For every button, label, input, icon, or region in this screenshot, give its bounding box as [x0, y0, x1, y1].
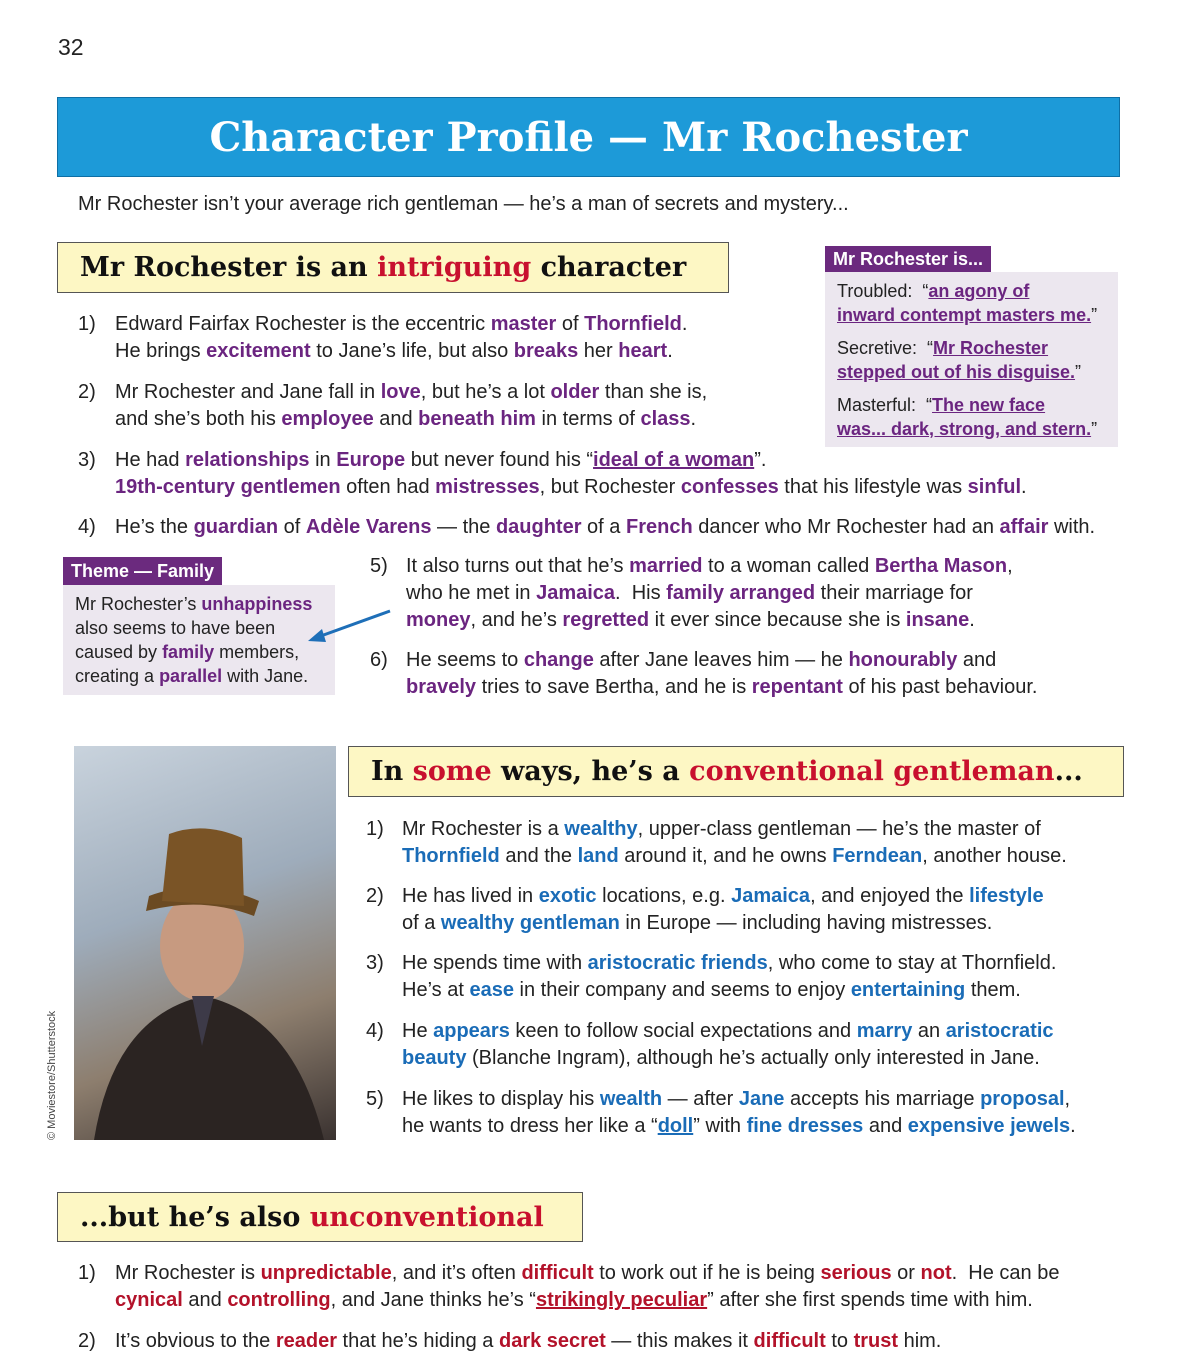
text-segment: , and enjoyed the: [810, 885, 970, 907]
emphasis-text: French: [625, 516, 693, 538]
text-segment: in Europe — including having mistresses.: [619, 912, 993, 934]
item-number: 1): [78, 313, 96, 335]
emphasis-text: reader: [275, 1330, 337, 1352]
text-segment: He spends time with: [402, 952, 588, 974]
text-segment: of his past behaviour.: [842, 676, 1038, 698]
item-number: 2): [78, 1330, 96, 1352]
text-segment: dancer who Mr Rochester had an: [692, 516, 1000, 538]
section-heading-intriguing: [57, 242, 729, 293]
text-segment: an: [912, 1020, 946, 1042]
item-text: [115, 1328, 941, 1355]
emphasis-text: breaks: [513, 340, 579, 362]
emphasis-text: dark secret: [498, 1330, 606, 1352]
text-segment: to: [825, 1330, 854, 1352]
arrow-icon: [300, 605, 395, 645]
text-segment: (Blanche Ingram), although he’s actually only interested in Jane.: [466, 1047, 1040, 1069]
emphasis-text: married: [629, 555, 703, 577]
text-segment: with Jane.: [222, 666, 309, 686]
text-segment: keen to follow social expectations and: [509, 1020, 857, 1042]
text-segment: — this makes it: [605, 1330, 754, 1352]
text-segment: her: [578, 340, 619, 362]
emphasis-text: cynical: [115, 1289, 183, 1311]
text-segment: — the: [431, 516, 496, 538]
emphasis-text: Jane: [738, 1088, 785, 1110]
emphasis-text: difficult: [521, 1262, 594, 1284]
text-segment: ways, he’s a: [491, 756, 690, 787]
text-segment: that his lifestyle was: [778, 476, 968, 498]
text-segment: ...: [1054, 756, 1083, 787]
text-segment: but never found his “: [405, 449, 594, 471]
emphasis-text: love: [380, 381, 421, 403]
emphasis-text: sinful: [967, 476, 1022, 498]
emphasis-text: difficult: [753, 1330, 826, 1352]
item-text: [402, 883, 1044, 937]
emphasis-text: exotic: [538, 885, 597, 907]
text-segment: Mr Rochester is: [115, 1262, 261, 1284]
emphasis-text: wealthy gentleman: [440, 912, 620, 934]
emphasis-text: parallel: [159, 666, 223, 686]
text-segment: tries to save Bertha, and he is: [476, 676, 752, 698]
text-segment: and the: [499, 845, 578, 867]
text-segment: , but he’s a lot: [420, 381, 551, 403]
text-segment: He likes to display his: [402, 1088, 600, 1110]
emphasis-text: some: [412, 756, 492, 787]
emphasis-text: aristocratic: [945, 1020, 1054, 1042]
text-segment: often had: [340, 476, 436, 498]
text-segment: their marriage for: [820, 582, 973, 604]
emphasis-text: beauty: [402, 1047, 467, 1069]
item-number: 6): [370, 649, 388, 671]
emphasis-text: Adèle Varens: [305, 516, 432, 538]
text-segment: with.: [1048, 516, 1096, 538]
text-segment: to work out if he is being: [593, 1262, 821, 1284]
emphasis-text: family: [162, 642, 215, 662]
text-segment: . He can be: [951, 1262, 1060, 1284]
item-text: [402, 950, 1056, 1004]
text-segment: .: [969, 609, 975, 631]
emphasis-text: ideal of a woman: [593, 449, 755, 471]
emphasis-text: regretted: [562, 609, 650, 631]
emphasis-text: affair: [999, 516, 1049, 538]
item-number: 4): [78, 516, 96, 538]
emphasis-text: aristocratic friends: [587, 952, 768, 974]
theme-family-box: [63, 585, 335, 695]
text-segment: ”.: [754, 449, 767, 471]
text-segment: Mr Rochester is a: [402, 818, 565, 840]
section-heading-unconventional: [57, 1192, 583, 1242]
page-title: Character Profile — Mr Rochester: [57, 97, 1120, 177]
text-segment: .: [667, 340, 673, 362]
text-segment: of a: [402, 912, 436, 934]
quote-troubled: [837, 279, 1106, 327]
emphasis-text: entertaining: [850, 979, 966, 1001]
text-segment: , but Rochester: [539, 476, 681, 498]
text-segment: it ever since because she is: [649, 609, 906, 631]
item-text: [406, 647, 1037, 701]
emphasis-text: an agony of inward contempt masters me.: [837, 281, 1092, 325]
emphasis-text: marry: [856, 1020, 913, 1042]
photo-credit: © Moviestore/Shutterstock: [46, 1010, 58, 1140]
text-segment: of: [278, 516, 306, 538]
emphasis-text: guardian: [193, 516, 279, 538]
text-segment: locations, e.g.: [596, 885, 732, 907]
text-segment: It also turns out that he’s: [406, 555, 630, 577]
emphasis-text: 19th-century gentlemen: [115, 476, 341, 498]
text-segment: and: [863, 1115, 908, 1137]
item-number: 3): [366, 952, 384, 974]
text-segment: He had: [115, 449, 186, 471]
text-segment: ” after she first spends time with him.: [707, 1289, 1033, 1311]
text-segment: in their company and seems to enjoy: [513, 979, 851, 1001]
text-segment: accepts his marriage: [784, 1088, 981, 1110]
text-segment: than she is, and she’s both his: [115, 381, 708, 430]
item-number: 3): [78, 449, 96, 471]
text-segment: in: [309, 449, 337, 471]
text-segment: ”: [1091, 419, 1098, 439]
item-number: 2): [366, 885, 384, 907]
emphasis-text: bravely: [406, 676, 477, 698]
text-segment: to a woman called: [702, 555, 875, 577]
text-segment: character: [531, 252, 687, 283]
text-segment: him.: [898, 1330, 942, 1352]
emphasis-text: proposal: [980, 1088, 1065, 1110]
emphasis-text: older: [550, 381, 600, 403]
text-segment: Mr Rochester is an: [80, 252, 378, 283]
emphasis-text: unconventional: [309, 1201, 544, 1233]
emphasis-text: fine dresses: [746, 1115, 864, 1137]
emphasis-text: controlling: [227, 1289, 331, 1311]
emphasis-text: appears: [433, 1020, 510, 1042]
emphasis-text: strikingly peculiar: [535, 1289, 708, 1311]
text-segment: , upper-class gentleman — he’s the master of: [637, 818, 1041, 840]
text-segment: Secretive: “: [837, 338, 934, 358]
text-segment: Mr Rochester and Jane fall in: [115, 381, 381, 403]
emphasis-text: intriguing: [377, 252, 532, 283]
text-segment: He’s the: [115, 516, 194, 538]
page-number: 32: [58, 34, 84, 60]
text-segment: also seems to have been caused by: [75, 618, 276, 662]
emphasis-text: unpredictable: [260, 1262, 392, 1284]
text-segment: of: [556, 313, 585, 335]
quote-masterful: [837, 393, 1106, 441]
emphasis-text: excitement: [206, 340, 311, 362]
text-segment: , and he’s: [470, 609, 563, 631]
emphasis-text: expensive jewels: [907, 1115, 1071, 1137]
text-segment: after Jane leaves him — he: [593, 649, 849, 671]
item-number: 4): [366, 1020, 384, 1042]
quote-secretive: [837, 336, 1106, 384]
text-segment: to Jane’s life, but also: [310, 340, 514, 362]
emphasis-text: class: [640, 408, 691, 430]
text-segment: , and Jane thinks he’s “: [330, 1289, 536, 1311]
emphasis-text: wealth: [599, 1088, 663, 1110]
item-number: 5): [370, 555, 388, 577]
section-heading-conventional: [348, 746, 1124, 797]
emphasis-text: Bertha Mason: [874, 555, 1008, 577]
emphasis-text: heart: [618, 340, 668, 362]
text-segment: . He brings: [115, 313, 688, 362]
text-segment: and: [373, 408, 419, 430]
text-segment: .: [1070, 1115, 1076, 1137]
text-segment: and: [182, 1289, 228, 1311]
text-segment: ”: [1075, 362, 1082, 382]
emphasis-text: serious: [820, 1262, 892, 1284]
item-text: [402, 816, 1067, 870]
emphasis-text: The new face was... dark, strong, and stern.: [837, 395, 1092, 439]
text-segment: In: [371, 756, 413, 787]
text-segment: Masterful: “: [837, 395, 933, 415]
item-number: 1): [366, 818, 384, 840]
text-segment: ”: [1091, 305, 1098, 325]
emphasis-text: confesses: [680, 476, 779, 498]
item-text: [406, 553, 1013, 634]
emphasis-text: doll: [657, 1115, 694, 1137]
text-segment: in terms of: [535, 408, 641, 430]
text-segment: He: [402, 1020, 434, 1042]
item-number: 5): [366, 1088, 384, 1110]
emphasis-text: repentant: [751, 676, 843, 698]
emphasis-text: wealthy: [564, 818, 638, 840]
emphasis-text: trust: [853, 1330, 899, 1352]
emphasis-text: master: [490, 313, 557, 335]
text-segment: It’s obvious to the: [115, 1330, 276, 1352]
text-segment: or: [891, 1262, 921, 1284]
item-text: [115, 311, 687, 365]
text-segment: , who he met in: [406, 555, 1013, 604]
item-number: 1): [78, 1262, 96, 1284]
text-segment: , and it’s often: [391, 1262, 522, 1284]
text-segment: and: [962, 649, 997, 671]
emphasis-text: insane: [905, 609, 970, 631]
emphasis-text: ease: [469, 979, 514, 1001]
text-segment: . His: [615, 582, 667, 604]
text-segment: , who come to stay at Thornfield. He’s at: [402, 952, 1057, 1001]
emphasis-text: beneath him: [418, 408, 536, 430]
text-segment: ...but he’s also: [80, 1201, 310, 1233]
rochester-photo: [74, 746, 336, 1140]
item-text: [402, 1018, 1054, 1072]
emphasis-text: Europe: [336, 449, 406, 471]
emphasis-text: Jamaica: [731, 885, 811, 907]
item-text: [402, 1086, 1076, 1140]
item-text: [115, 447, 1027, 501]
text-segment: Troubled: “: [837, 281, 929, 301]
text-segment: members, creating a: [75, 642, 300, 686]
emphasis-text: employee: [281, 408, 374, 430]
intro-text: Mr Rochester isn’t your average rich gentleman — he’s a man of secrets and mystery...: [78, 193, 849, 215]
text-segment: around it, and he owns: [618, 845, 833, 867]
emphasis-text: lifestyle: [969, 885, 1044, 907]
text-segment: , another house.: [922, 845, 1067, 867]
emphasis-text: conventional gentleman: [689, 756, 1055, 787]
emphasis-text: Jamaica: [536, 582, 616, 604]
emphasis-text: Ferndean: [832, 845, 923, 867]
emphasis-text: unhappiness: [201, 594, 313, 614]
text-segment: that he’s hiding a: [337, 1330, 499, 1352]
text-segment: them.: [965, 979, 1021, 1001]
emphasis-text: relationships: [185, 449, 310, 471]
text-segment: Mr Rochester’s: [75, 594, 202, 614]
text-segment: He seems to: [406, 649, 524, 671]
emphasis-text: not: [920, 1262, 952, 1284]
text-segment: He has lived in: [402, 885, 539, 907]
emphasis-text: land: [577, 845, 619, 867]
text-segment: of a: [581, 516, 626, 538]
emphasis-text: family arranged: [666, 582, 816, 604]
item-text: [115, 379, 707, 433]
emphasis-text: change: [523, 649, 594, 671]
text-segment: .: [690, 408, 697, 430]
item-number: 2): [78, 381, 96, 403]
theme-label: Theme — Family: [63, 557, 222, 585]
text-segment: .: [1021, 476, 1027, 498]
emphasis-text: mistresses: [435, 476, 540, 498]
emphasis-text: honourably: [848, 649, 958, 671]
item-text: [115, 514, 1095, 541]
text-segment: — after: [662, 1088, 739, 1110]
man-in-top-hat-image: [74, 746, 336, 1140]
sidebox-label: Mr Rochester is...: [825, 246, 991, 272]
emphasis-text: daughter: [495, 516, 582, 538]
text-segment: , he wants to dress her like a “: [402, 1088, 1071, 1137]
emphasis-text: money: [406, 609, 471, 631]
text-segment: ” with: [693, 1115, 747, 1137]
emphasis-text: Thornfield: [584, 313, 682, 335]
emphasis-text: Mr Rochester stepped out of his disguise.: [837, 338, 1076, 382]
text-segment: Edward Fairfax Rochester is the eccentric: [115, 313, 491, 335]
sidebox-quotes: [825, 272, 1118, 447]
item-text: [115, 1260, 1059, 1314]
emphasis-text: Thornfield: [402, 845, 500, 867]
